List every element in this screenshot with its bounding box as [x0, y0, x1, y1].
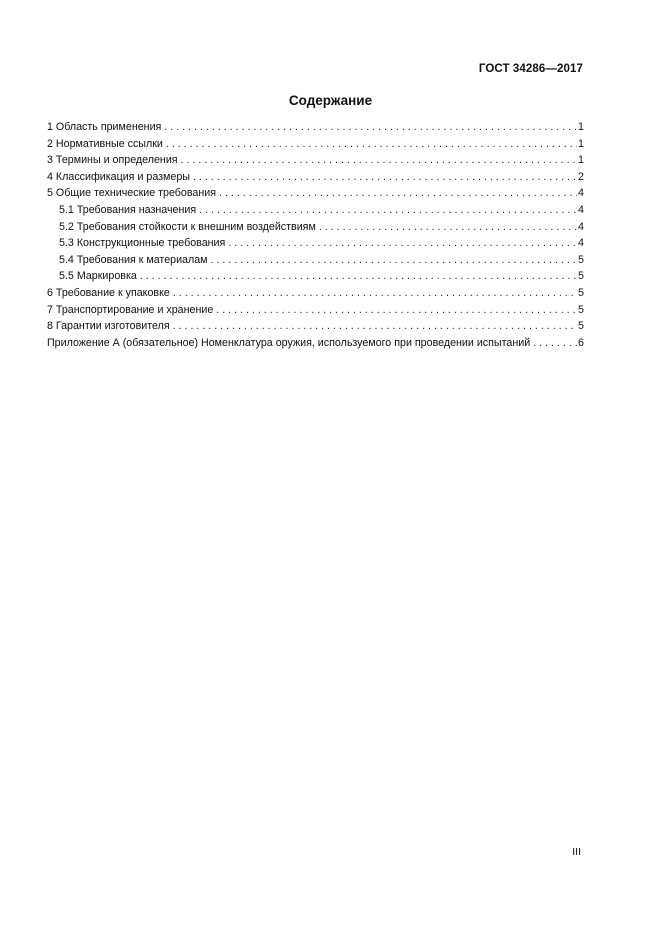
toc-entry[interactable] [47, 318, 584, 335]
table-of-contents [47, 119, 584, 351]
toc-entry-label: 5.1 Требования назначения [59, 203, 197, 216]
toc-entry-label: 2 Нормативные ссылки [47, 137, 163, 150]
toc-leader-dots [173, 318, 577, 335]
toc-leader-dots [228, 235, 577, 252]
toc-leader-dots [219, 185, 577, 202]
toc-entry-label: 1 Область применения [47, 121, 162, 133]
toc-entry-page: 6 [578, 336, 584, 349]
toc-entry-page: 1 [578, 137, 584, 150]
toc-entry-page: 2 [578, 170, 584, 183]
toc-entry-label: 6 Требование к упаковке [47, 286, 170, 299]
toc-entry[interactable] [47, 185, 584, 202]
toc-entry-page: 5 [578, 286, 584, 299]
toc-leader-dots [533, 335, 577, 352]
toc-subentry[interactable] [47, 219, 584, 236]
toc-entry-page: 1 [578, 154, 584, 167]
toc-title: Содержание [288, 93, 373, 108]
toc-entry[interactable] [47, 302, 584, 319]
toc-entry-label: Приложение А (обязательное) Номенклатура оружия, используемого при проведении испытаний [47, 336, 531, 349]
toc-entry-label: 4 Классификация и размеры [47, 170, 190, 183]
toc-leader-dots [173, 285, 577, 302]
toc-entry-label: 7 Транспортирование и хранение [47, 303, 214, 316]
toc-leader-dots [164, 119, 577, 136]
toc-entry-page: 4 [578, 203, 584, 216]
toc-entry-page: 1 [578, 121, 584, 133]
toc-leader-dots [216, 302, 577, 319]
toc-subentry[interactable] [47, 268, 584, 285]
toc-leader-dots [199, 202, 577, 219]
toc-entry-label: 5.2 Требования стойкости к внешним воздействиям [59, 220, 316, 233]
toc-leader-dots [140, 268, 577, 285]
toc-subentry[interactable] [47, 235, 584, 252]
toc-entry[interactable] [47, 119, 584, 136]
toc-leader-dots [181, 152, 577, 169]
toc-leader-dots [211, 252, 578, 269]
toc-entry-page: 5 [578, 303, 584, 316]
toc-entry-page: 5 [578, 270, 584, 283]
toc-subentry[interactable] [47, 252, 584, 269]
page-number: III [572, 846, 581, 858]
toc-entry-label: 5.5 Маркировка [59, 270, 137, 283]
toc-leader-dots [193, 169, 577, 186]
toc-entry-page: 4 [578, 237, 584, 250]
toc-entry-label: 8 Гарантии изготовителя [47, 320, 170, 333]
toc-entry-page: 4 [578, 220, 584, 233]
toc-entry-label: 5.4 Требования к материалам [59, 253, 208, 266]
toc-entry-label: 5.3 Конструкционные требования [59, 237, 226, 250]
toc-entry-appendix[interactable] [47, 335, 584, 352]
toc-entry[interactable] [47, 136, 584, 153]
toc-entry[interactable] [47, 152, 584, 169]
toc-entry-label: 5 Общие технические требования [47, 187, 217, 200]
document-code: ГОСТ 34286—2017 [478, 63, 583, 75]
toc-entry-page: 5 [578, 253, 584, 266]
toc-leader-dots [319, 219, 577, 236]
toc-entry-page: 5 [578, 320, 584, 333]
toc-entry[interactable] [47, 285, 584, 302]
toc-entry-label: 3 Термины и определения [47, 154, 178, 167]
toc-entry-page: 4 [578, 187, 584, 200]
toc-leader-dots [166, 136, 577, 153]
toc-subentry[interactable] [47, 202, 584, 219]
toc-entry[interactable] [47, 169, 584, 186]
